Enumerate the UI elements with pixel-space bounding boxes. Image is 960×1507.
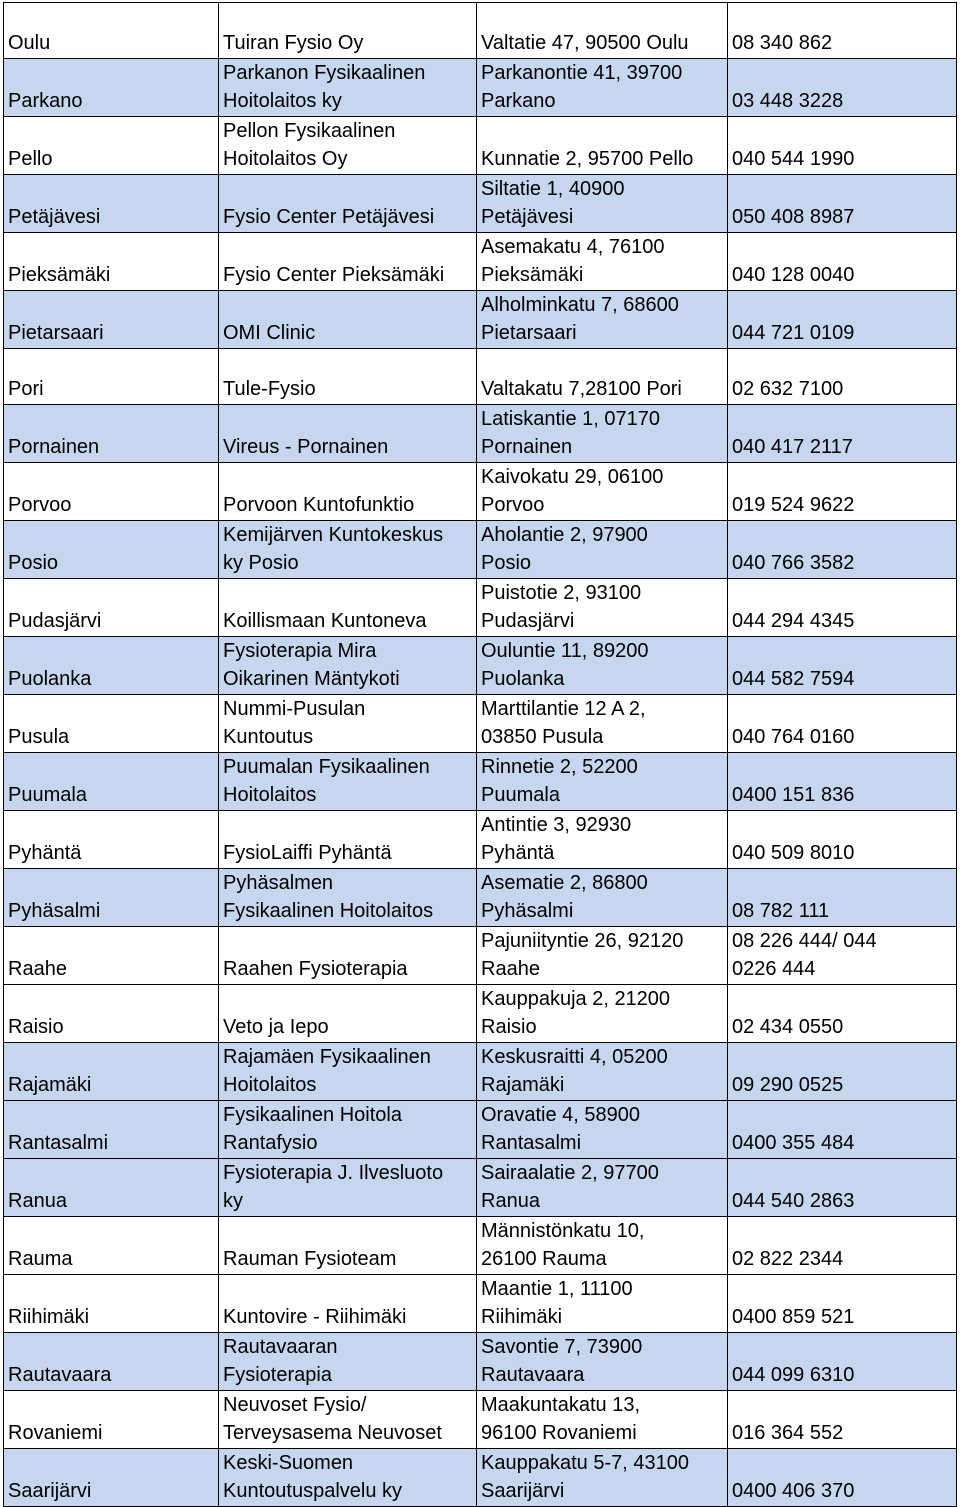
clinic-cell: OMI Clinic bbox=[219, 291, 477, 349]
address-cell: Latiskantie 1, 07170 Pornainen bbox=[477, 405, 728, 463]
table-body bbox=[4, 3, 957, 1507]
city-cell: Pietarsaari bbox=[4, 291, 219, 349]
city-cell: Pello bbox=[4, 117, 219, 175]
clinic-cell: Neuvoset Fysio/ Terveysasema Neuvoset bbox=[219, 1391, 477, 1449]
city-cell: Rajamäki bbox=[4, 1043, 219, 1101]
address-cell: Asemakatu 4, 76100 Pieksämäki bbox=[477, 233, 728, 291]
address-cell: Männistönkatu 10, 26100 Rauma bbox=[477, 1217, 728, 1275]
address-cell: Maakuntakatu 13, 96100 Rovaniemi bbox=[477, 1391, 728, 1449]
city-cell: Puolanka bbox=[4, 637, 219, 695]
table-row bbox=[4, 233, 957, 291]
phone-cell: 050 408 8987 bbox=[728, 175, 957, 233]
clinic-cell: Rajamäen Fysikaalinen Hoitolaitos bbox=[219, 1043, 477, 1101]
clinic-cell: Kuntovire - Riihimäki bbox=[219, 1275, 477, 1333]
address-cell: Aholantie 2, 97900 Posio bbox=[477, 521, 728, 579]
address-cell: Savontie 7, 73900 Rautavaara bbox=[477, 1333, 728, 1391]
phone-cell: 040 766 3582 bbox=[728, 521, 957, 579]
phone-cell: 044 294 4345 bbox=[728, 579, 957, 637]
table-row bbox=[4, 349, 957, 405]
table-row bbox=[4, 3, 957, 59]
clinic-cell: Pellon Fysikaalinen Hoitolaitos Oy bbox=[219, 117, 477, 175]
clinic-cell: Fysio Center Pieksämäki bbox=[219, 233, 477, 291]
address-cell: Valtatie 47, 90500 Oulu bbox=[477, 3, 728, 59]
phone-cell: 0400 406 370 bbox=[728, 1449, 957, 1507]
address-cell: Puistotie 2, 93100 Pudasjärvi bbox=[477, 579, 728, 637]
address-cell: Rinnetie 2, 52200 Puumala bbox=[477, 753, 728, 811]
address-cell: Oravatie 4, 58900 Rantasalmi bbox=[477, 1101, 728, 1159]
clinic-cell: Parkanon Fysikaalinen Hoitolaitos ky bbox=[219, 59, 477, 117]
city-cell: Posio bbox=[4, 521, 219, 579]
city-cell: Ranua bbox=[4, 1159, 219, 1217]
clinic-cell: Rauman Fysioteam bbox=[219, 1217, 477, 1275]
table-row bbox=[4, 405, 957, 463]
table-row bbox=[4, 753, 957, 811]
city-cell: Porvoo bbox=[4, 463, 219, 521]
clinic-directory-table bbox=[3, 2, 957, 1507]
table-row bbox=[4, 521, 957, 579]
phone-cell: 08 340 862 bbox=[728, 3, 957, 59]
city-cell: Pyhäntä bbox=[4, 811, 219, 869]
city-cell: Rovaniemi bbox=[4, 1391, 219, 1449]
phone-cell: 016 364 552 bbox=[728, 1391, 957, 1449]
address-cell: Sairaalatie 2, 97700 Ranua bbox=[477, 1159, 728, 1217]
table-row bbox=[4, 869, 957, 927]
table-row bbox=[4, 175, 957, 233]
clinic-cell: Rautavaaran Fysioterapia bbox=[219, 1333, 477, 1391]
address-cell: Maantie 1, 11100 Riihimäki bbox=[477, 1275, 728, 1333]
address-cell: Ouluntie 11, 89200 Puolanka bbox=[477, 637, 728, 695]
table-row bbox=[4, 117, 957, 175]
city-cell: Pyhäsalmi bbox=[4, 869, 219, 927]
clinic-cell: Fysio Center Petäjävesi bbox=[219, 175, 477, 233]
address-cell: Kauppakuja 2, 21200 Raisio bbox=[477, 985, 728, 1043]
city-cell: Raisio bbox=[4, 985, 219, 1043]
phone-cell: 03 448 3228 bbox=[728, 59, 957, 117]
phone-cell: 019 524 9622 bbox=[728, 463, 957, 521]
table-row bbox=[4, 59, 957, 117]
clinic-cell: Raahen Fysioterapia bbox=[219, 927, 477, 985]
clinic-cell: FysioLaiffi Pyhäntä bbox=[219, 811, 477, 869]
clinic-cell: Porvoon Kuntofunktio bbox=[219, 463, 477, 521]
phone-cell: 09 290 0525 bbox=[728, 1043, 957, 1101]
clinic-cell: Tule-Fysio bbox=[219, 349, 477, 405]
phone-cell: 044 099 6310 bbox=[728, 1333, 957, 1391]
phone-cell: 02 822 2344 bbox=[728, 1217, 957, 1275]
address-cell: Kauppakatu 5-7, 43100 Saarijärvi bbox=[477, 1449, 728, 1507]
table-row bbox=[4, 1391, 957, 1449]
table-row bbox=[4, 1275, 957, 1333]
table-row bbox=[4, 1333, 957, 1391]
address-cell: Kunnatie 2, 95700 Pello bbox=[477, 117, 728, 175]
phone-cell: 040 509 8010 bbox=[728, 811, 957, 869]
phone-cell: 040 544 1990 bbox=[728, 117, 957, 175]
table-row bbox=[4, 927, 957, 985]
address-cell: Parkanontie 41, 39700 Parkano bbox=[477, 59, 728, 117]
phone-cell: 0400 151 836 bbox=[728, 753, 957, 811]
table-row bbox=[4, 1449, 957, 1507]
address-cell: Marttilantie 12 A 2, 03850 Pusula bbox=[477, 695, 728, 753]
address-cell: Keskusraitti 4, 05200 Rajamäki bbox=[477, 1043, 728, 1101]
city-cell: Pori bbox=[4, 349, 219, 405]
phone-cell: 0400 859 521 bbox=[728, 1275, 957, 1333]
phone-cell: 044 721 0109 bbox=[728, 291, 957, 349]
phone-cell: 040 417 2117 bbox=[728, 405, 957, 463]
clinic-cell: Nummi-Pusulan Kuntoutus bbox=[219, 695, 477, 753]
city-cell: Saarijärvi bbox=[4, 1449, 219, 1507]
phone-cell: 08 226 444/ 044 0226 444 bbox=[728, 927, 957, 985]
clinic-cell: Tuiran Fysio Oy bbox=[219, 3, 477, 59]
city-cell: Pieksämäki bbox=[4, 233, 219, 291]
clinic-cell: Koillismaan Kuntoneva bbox=[219, 579, 477, 637]
clinic-cell: Keski-Suomen Kuntoutuspalvelu ky bbox=[219, 1449, 477, 1507]
table-row bbox=[4, 637, 957, 695]
city-cell: Petäjävesi bbox=[4, 175, 219, 233]
clinic-cell: Fysioterapia J. Ilvesluoto ky bbox=[219, 1159, 477, 1217]
city-cell: Rautavaara bbox=[4, 1333, 219, 1391]
address-cell: Antintie 3, 92930 Pyhäntä bbox=[477, 811, 728, 869]
city-cell: Pusula bbox=[4, 695, 219, 753]
clinic-cell: Fysioterapia Mira Oikarinen Mäntykoti bbox=[219, 637, 477, 695]
address-cell: Valtakatu 7,28100 Pori bbox=[477, 349, 728, 405]
city-cell: Parkano bbox=[4, 59, 219, 117]
city-cell: Oulu bbox=[4, 3, 219, 59]
city-cell: Rauma bbox=[4, 1217, 219, 1275]
clinic-cell: Fysikaalinen Hoitola Rantafysio bbox=[219, 1101, 477, 1159]
address-cell: Alholminkatu 7, 68600 Pietarsaari bbox=[477, 291, 728, 349]
table-row bbox=[4, 985, 957, 1043]
clinic-cell: Kemijärven Kuntokeskus ky Posio bbox=[219, 521, 477, 579]
table-row bbox=[4, 579, 957, 637]
table-row bbox=[4, 695, 957, 753]
city-cell: Puumala bbox=[4, 753, 219, 811]
clinic-cell: Veto ja Iepo bbox=[219, 985, 477, 1043]
table-row bbox=[4, 1217, 957, 1275]
phone-cell: 02 632 7100 bbox=[728, 349, 957, 405]
clinic-cell: Pyhäsalmen Fysikaalinen Hoitolaitos bbox=[219, 869, 477, 927]
phone-cell: 044 582 7594 bbox=[728, 637, 957, 695]
table-row bbox=[4, 1101, 957, 1159]
address-cell: Siltatie 1, 40900 Petäjävesi bbox=[477, 175, 728, 233]
table-row bbox=[4, 1159, 957, 1217]
address-cell: Asematie 2, 86800 Pyhäsalmi bbox=[477, 869, 728, 927]
city-cell: Rantasalmi bbox=[4, 1101, 219, 1159]
clinic-cell: Puumalan Fysikaalinen Hoitolaitos bbox=[219, 753, 477, 811]
phone-cell: 0400 355 484 bbox=[728, 1101, 957, 1159]
city-cell: Pudasjärvi bbox=[4, 579, 219, 637]
table-row bbox=[4, 1043, 957, 1101]
phone-cell: 08 782 111 bbox=[728, 869, 957, 927]
table-row bbox=[4, 291, 957, 349]
address-cell: Pajuniityntie 26, 92120 Raahe bbox=[477, 927, 728, 985]
phone-cell: 040 764 0160 bbox=[728, 695, 957, 753]
table-row bbox=[4, 811, 957, 869]
clinic-cell: Vireus - Pornainen bbox=[219, 405, 477, 463]
phone-cell: 040 128 0040 bbox=[728, 233, 957, 291]
phone-cell: 044 540 2863 bbox=[728, 1159, 957, 1217]
city-cell: Pornainen bbox=[4, 405, 219, 463]
address-cell: Kaivokatu 29, 06100 Porvoo bbox=[477, 463, 728, 521]
city-cell: Raahe bbox=[4, 927, 219, 985]
city-cell: Riihimäki bbox=[4, 1275, 219, 1333]
phone-cell: 02 434 0550 bbox=[728, 985, 957, 1043]
table-row bbox=[4, 463, 957, 521]
